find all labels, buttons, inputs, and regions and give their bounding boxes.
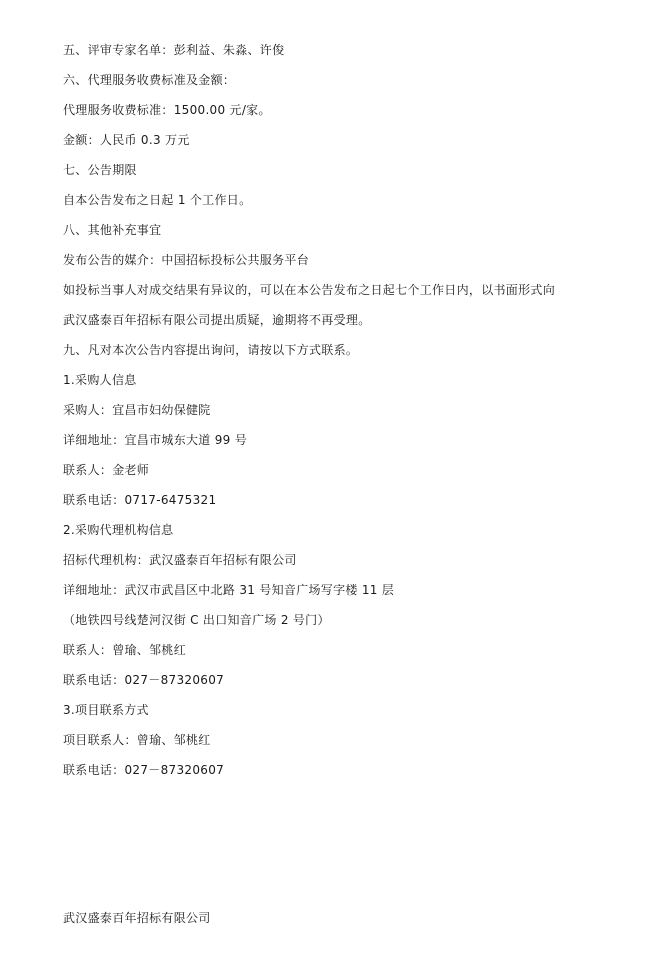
purchaser-name-line: 采购人：宜昌市妇幼保健院 <box>63 403 211 417</box>
notice-period-heading: 七、公告期限 <box>63 163 137 177</box>
agency-name-line: 招标代理机构：武汉盛泰百年招标有限公司 <box>63 553 297 567</box>
objection-line-1: 如投标当事人对成交结果有异议的，可以在本公告发布之日起七个工作日内，以书面形式向 <box>63 283 556 297</box>
agency-phone-line: 联系电话：027－87320607 <box>63 673 225 687</box>
agency-contact-line: 联系人：曾瑜、邹桃红 <box>63 643 187 657</box>
fee-section-heading: 六、代理服务收费标准及金额： <box>63 73 236 87</box>
project-contact-line: 项目联系人：曾瑜、邹桃红 <box>63 733 211 747</box>
purchaser-info-heading: 1.采购人信息 <box>63 373 137 387</box>
agency-address-note: （地铁四号线楚河汉街 C 出口知音广场 2 号门） <box>63 613 330 627</box>
agency-address-line: 详细地址：武汉市武昌区中北路 31 号知音广场写字楼 11 层 <box>63 583 395 597</box>
other-matters-heading: 八、其他补充事宜 <box>63 223 162 237</box>
contact-section-heading: 九、凡对本次公告内容提出询问，请按以下方式联系。 <box>63 343 359 357</box>
company-signature: 武汉盛泰百年招标有限公司 <box>63 911 211 925</box>
expert-list-line: 五、评审专家名单：彭利益、朱淼、许俊 <box>63 43 285 57</box>
project-contact-heading: 3.项目联系方式 <box>63 703 149 717</box>
project-phone-line: 联系电话：027－87320607 <box>63 763 225 777</box>
publication-media-line: 发布公告的媒介：中国招标投标公共服务平台 <box>63 253 310 267</box>
purchaser-contact-line: 联系人：金老师 <box>63 463 150 477</box>
purchaser-address-line: 详细地址：宜昌市城东大道 99 号 <box>63 433 247 447</box>
fee-amount-line: 金额：人民币 0.3 万元 <box>63 133 190 147</box>
notice-period-line: 自本公告发布之日起 1 个工作日。 <box>63 193 252 207</box>
objection-line-2: 武汉盛泰百年招标有限公司提出质疑，逾期将不再受理。 <box>63 313 371 327</box>
purchaser-phone-line: 联系电话：0717-6475321 <box>63 493 217 507</box>
fee-standard-line: 代理服务收费标准：1500.00 元/家。 <box>63 103 271 117</box>
agency-info-heading: 2.采购代理机构信息 <box>63 523 174 537</box>
